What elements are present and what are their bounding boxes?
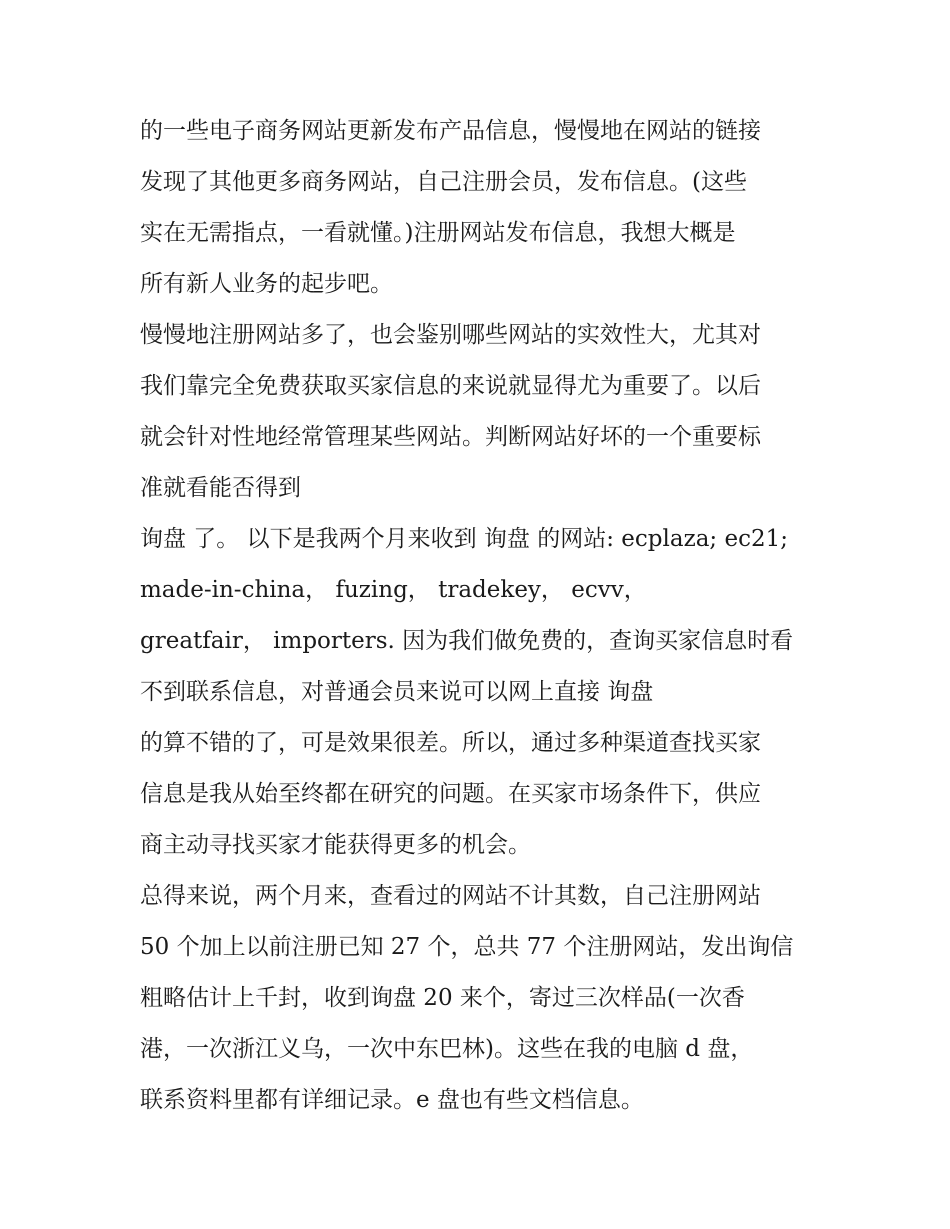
text-line: 我们靠完全免费获取买家信息的来说就显得尤为重要了。以后: [140, 373, 761, 399]
text-line: 就会针对性地经常管理某些网站。判断网站好坏的一个重要标: [140, 424, 761, 450]
text-line: 粗略估计上千封，收到询盘 20 来个，寄过三次样品(一次香: [140, 985, 745, 1011]
text-line: 发现了其他更多商务网站，自己注册会员，发布信息。(这些: [140, 169, 747, 195]
text-line: 所有新人业务的起步吧。: [140, 271, 393, 297]
text-line: 慢慢地注册网站多了，也会鉴别哪些网站的实效性大，尤其对: [140, 322, 761, 348]
text-line: 询盘 了。 以下是我两个月来收到 询盘 的网站: ecplaza; ec21;: [140, 526, 788, 552]
text-line: 准就看能否得到: [140, 475, 301, 501]
text-line: 港，一次浙江义乌，一次中东巴林)。这些在我的电脑 d 盘，: [140, 1036, 754, 1062]
text-line: 50 个加上以前注册已知 27 个，总共 77 个注册网站，发出询信: [140, 934, 794, 960]
text-line: 不到联系信息，对普通会员来说可以网上直接 询盘: [140, 679, 654, 705]
text-line: 联系资料里都有详细记录。e 盘也有些文档信息。: [140, 1087, 644, 1113]
text-line: 信息是我从始至终都在研究的问题。在买家市场条件下，供应: [140, 781, 761, 807]
text-line: 的算不错的了，可是效果很差。所以，通过多种渠道查找买家: [140, 730, 761, 756]
text-line: made-in-china， fuzing， tradekey， ecvv，: [140, 577, 647, 603]
text-line: 商主动寻找买家才能获得更多的机会。: [140, 832, 531, 858]
text-line: 实在无需指点，一看就懂。)注册网站发布信息，我想大概是: [140, 220, 736, 246]
text-line: greatfair， importers. 因为我们做免费的，查询买家信息时看: [140, 628, 794, 654]
body-text: [140, 106, 840, 1126]
text-line: 的一些电子商务网站更新发布产品信息，慢慢地在网站的链接: [140, 118, 761, 144]
text-line: 总得来说，两个月来，查看过的网站不计其数，自己注册网站: [140, 883, 761, 909]
